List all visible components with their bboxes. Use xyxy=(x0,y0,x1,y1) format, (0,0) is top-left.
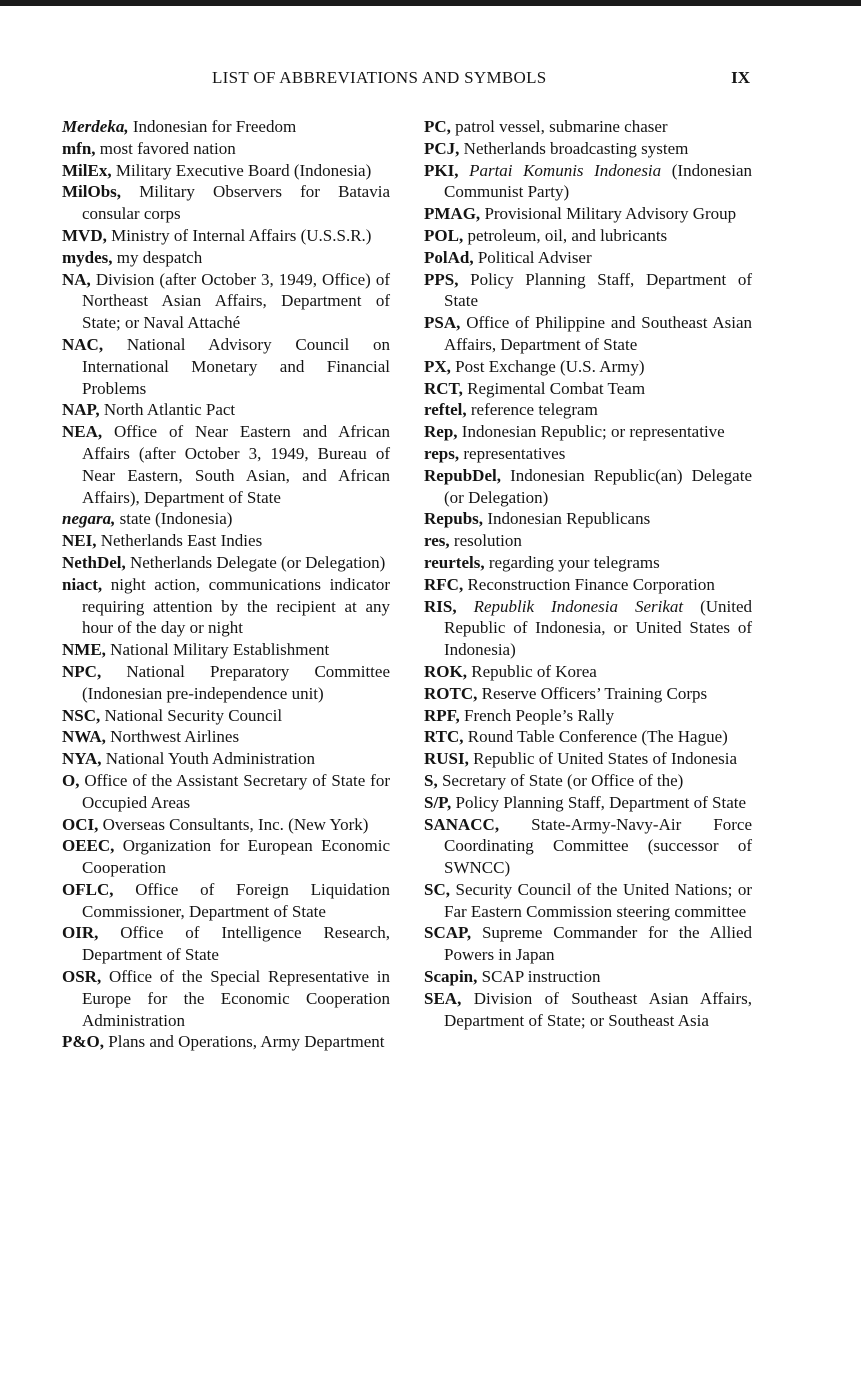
abbreviation-term: SC, xyxy=(424,879,450,899)
abbreviation-definition: Netherlands broadcasting system xyxy=(459,138,689,158)
abbreviation-definition: Policy Planning Staff, Department of State xyxy=(451,792,747,812)
abbreviation-definition: Division of Southeast Asian Affairs, Department of State; or Southeast Asia xyxy=(444,988,752,1030)
abbreviation-definition: Round Table Conference (The Hague) xyxy=(463,727,728,747)
abbreviation-entry xyxy=(62,705,390,727)
abbreviation-entry xyxy=(62,748,390,770)
abbreviation-definition xyxy=(458,161,469,180)
abbreviation-term: SEA, xyxy=(424,988,462,1008)
abbreviation-entry xyxy=(424,225,752,247)
abbreviation-entry xyxy=(62,922,390,966)
abbreviation-definition: National Military Establishment xyxy=(105,640,330,660)
abbreviation-definition: Indonesian Republic; or representative xyxy=(457,422,725,442)
abbreviation-entry xyxy=(424,661,752,683)
abbreviation-term: PC, xyxy=(424,117,451,136)
abbreviation-definition-italic: Partai Komunis Indonesia xyxy=(469,160,662,180)
abbreviation-entry xyxy=(424,966,752,988)
abbreviation-term: RUSI, xyxy=(424,749,469,769)
abbreviation-term: MilObs, xyxy=(62,182,122,202)
abbreviation-term: NPC, xyxy=(62,661,102,681)
abbreviation-entry xyxy=(424,443,752,465)
abbreviation-term: ROK, xyxy=(424,661,467,681)
abbreviation-entry xyxy=(424,116,752,138)
abbreviation-definition: Military Observers for Batavia consular corps xyxy=(82,182,390,224)
abbreviation-definition: Indonesian Republicans xyxy=(483,509,651,529)
abbreviation-term: POL, xyxy=(424,225,464,245)
abbreviation-term: Rep, xyxy=(424,422,458,442)
abbreviation-term: reurtels, xyxy=(424,552,485,572)
abbreviation-term: O, xyxy=(62,770,80,790)
abbreviation-term: NEA, xyxy=(62,422,103,442)
abbreviation-definition: night action, communications indicator requiring attention by the recipient at any hour of the day or night xyxy=(82,574,390,638)
abbreviation-term: S/P, xyxy=(424,792,452,812)
abbreviation-definition: Netherlands East Indies xyxy=(96,531,263,551)
abbreviation-term: NEI, xyxy=(62,531,97,551)
running-head xyxy=(62,68,752,92)
abbreviation-entry xyxy=(62,160,390,182)
abbreviation-definition: Policy Planning Staff, Department of State xyxy=(444,269,752,311)
abbreviation-definition: National Advisory Council on International Monetary and Financial Problems xyxy=(82,334,390,398)
abbreviation-definition: Regimental Combat Team xyxy=(462,378,646,398)
abbreviation-definition-tail: (Indonesian Communist Party) xyxy=(444,160,752,202)
abbreviation-term: OFLC, xyxy=(62,879,114,899)
abbreviation-definition: Post Exchange (U.S. Army) xyxy=(450,356,645,376)
abbreviation-entry xyxy=(62,530,390,552)
abbreviation-term: reps, xyxy=(424,443,460,463)
abbreviation-entry xyxy=(62,508,390,530)
abbreviation-term: RepubDel, xyxy=(424,465,501,485)
abbreviation-entry xyxy=(62,966,390,1031)
abbreviation-entry xyxy=(424,247,752,269)
abbreviation-entry xyxy=(424,726,752,748)
abbreviation-term: niact, xyxy=(62,574,103,594)
abbreviation-entry xyxy=(424,508,752,530)
abbreviation-definition: state (Indonesia) xyxy=(115,509,233,529)
abbreviation-term: PPS, xyxy=(424,269,459,289)
abbreviation-definition: National Preparatory Committee (Indonesian pre-independence unit) xyxy=(82,661,390,703)
abbreviation-entry xyxy=(62,726,390,748)
abbreviation-term: PX, xyxy=(424,356,451,376)
abbreviation-term: OEEC, xyxy=(62,836,115,856)
abbreviation-definition: Division (after October 3, 1949, Office) of Northeast Asian Affairs, Department of State; or Naval Attaché xyxy=(82,269,390,333)
abbreviation-definition: Republic of United States of Indonesia xyxy=(468,749,738,769)
abbreviation-term: PCJ, xyxy=(424,138,460,158)
abbreviation-term: OIR, xyxy=(62,923,99,943)
abbreviation-entry xyxy=(424,596,752,661)
abbreviation-entry xyxy=(424,378,752,400)
abbreviation-definition: Provisional Military Advisory Group xyxy=(480,204,737,224)
abbreviation-definition: patrol vessel, submarine chaser xyxy=(450,117,668,136)
abbreviation-definition: reference telegram xyxy=(466,400,598,420)
abbreviation-term: PMAG, xyxy=(424,204,481,224)
abbreviation-definition-tail: (United Republic of Indonesia, or United States of Indonesia) xyxy=(444,596,753,660)
abbreviation-term: S, xyxy=(424,770,438,790)
abbreviation-term: NWA, xyxy=(62,727,106,747)
abbreviation-definition-italic: Republik Indonesia Serikat xyxy=(473,596,684,616)
abbreviation-term: NYA, xyxy=(62,749,102,769)
abbreviation-definition: regarding your telegrams xyxy=(484,552,660,572)
abbreviation-definition: State-Army-Navy-Air Force Coordinating Committee (successor of SWNCC) xyxy=(444,814,752,878)
abbreviation-term: NSC, xyxy=(62,705,101,725)
abbreviation-entry xyxy=(62,1031,390,1053)
abbreviation-definition: Ministry of Internal Affairs (U.S.S.R.) xyxy=(106,225,372,245)
abbreviation-entry xyxy=(424,356,752,378)
right-column xyxy=(424,116,752,1031)
abbreviation-definition: Military Executive Board (Indonesia) xyxy=(111,160,372,180)
abbreviation-entry xyxy=(424,138,752,160)
abbreviation-definition: Office of Philippine and Southeast Asian Affairs, Department of State xyxy=(444,313,752,354)
abbreviation-term: PKI, xyxy=(424,160,459,180)
abbreviation-definition: Office of the Assistant Secretary of State for Occupied Areas xyxy=(79,770,390,812)
abbreviation-entry xyxy=(62,334,390,399)
abbreviation-entry xyxy=(424,683,752,705)
running-title: LIST OF ABBREVIATIONS AND SYMBOLS xyxy=(212,68,547,87)
abbreviation-definition: petroleum, oil, and lubricants xyxy=(463,225,668,245)
abbreviation-definition: Indonesian for Freedom xyxy=(128,117,297,136)
abbreviation-definition: Office of Intelligence Research, Department of State xyxy=(82,923,390,965)
abbreviation-term: MilEx, xyxy=(62,160,112,180)
abbreviation-entry xyxy=(62,552,390,574)
abbreviation-entry xyxy=(424,530,752,552)
abbreviation-term: NAP, xyxy=(62,400,100,420)
abbreviation-definition: Republic of Korea xyxy=(466,661,597,681)
abbreviation-term: Merdeka, xyxy=(62,117,129,136)
abbreviation-entry xyxy=(424,792,752,814)
abbreviation-definition: Office of Foreign Liquidation Commissioner, Department of State xyxy=(82,879,390,921)
abbreviation-entry xyxy=(424,269,752,313)
abbreviation-term: reftel, xyxy=(424,400,467,420)
abbreviation-entry xyxy=(424,705,752,727)
abbreviation-term: RIS, xyxy=(424,596,457,616)
abbreviation-definition: Netherlands Delegate (or Delegation) xyxy=(125,552,386,572)
abbreviation-entry xyxy=(424,748,752,770)
abbreviation-entry xyxy=(424,203,752,225)
abbreviation-definition: Supreme Commander for the Allied Powers in Japan xyxy=(444,923,752,965)
abbreviation-entry xyxy=(424,922,752,966)
abbreviation-entry xyxy=(424,552,752,574)
abbreviation-term: RCT, xyxy=(424,378,463,398)
abbreviation-entry xyxy=(62,269,390,334)
abbreviation-definition: my despatch xyxy=(112,247,203,267)
abbreviation-definition: Organization for European Economic Cooperation xyxy=(82,836,390,878)
abbreviation-definition: National Security Council xyxy=(100,705,283,725)
abbreviation-definition: Office of the Special Representative in Europe for the Economic Cooperation Administration xyxy=(82,967,390,1030)
abbreviation-term: RFC, xyxy=(424,574,464,594)
abbreviation-term: Repubs, xyxy=(424,509,484,529)
abbreviation-definition: Plans and Operations, Army Department xyxy=(104,1032,385,1052)
abbreviation-entry xyxy=(424,879,752,923)
abbreviation-term: PSA, xyxy=(424,313,461,333)
abbreviation-definition: resolution xyxy=(449,531,522,551)
abbreviation-entry xyxy=(424,421,752,443)
abbreviation-entry xyxy=(62,421,390,508)
abbreviation-entry xyxy=(424,574,752,596)
abbreviation-entry xyxy=(62,116,390,138)
abbreviation-entry xyxy=(424,814,752,879)
abbreviation-term: mfn, xyxy=(62,138,96,158)
abbreviation-entry xyxy=(424,988,752,1032)
abbreviation-term: OSR, xyxy=(62,967,102,987)
abbreviation-entry xyxy=(424,160,752,204)
abbreviation-entry xyxy=(62,225,390,247)
abbreviation-term: OCI, xyxy=(62,814,99,834)
abbreviation-term: Scapin, xyxy=(424,967,478,987)
abbreviation-term: NA, xyxy=(62,269,91,289)
abbreviation-term: negara, xyxy=(62,509,116,529)
abbreviation-entry xyxy=(62,770,390,814)
abbreviation-term: P&O, xyxy=(62,1032,105,1052)
abbreviation-term: ROTC, xyxy=(424,683,478,703)
abbreviation-definition: Reserve Officers’ Training Corps xyxy=(477,683,708,703)
abbreviation-term: PolAd, xyxy=(424,247,474,267)
abbreviation-definition: Reconstruction Finance Corporation xyxy=(463,574,715,594)
abbreviation-term: NAC, xyxy=(62,334,104,354)
abbreviation-definition: Office of Near Eastern and African Affairs (after October 3, 1949, Bureau of Near Eastern, South Asian, and African Affairs), Department of State xyxy=(82,422,390,507)
abbreviation-entry xyxy=(424,465,752,509)
abbreviation-definition: Northwest Airlines xyxy=(105,727,240,747)
abbreviation-definition: Security Council of the United Nations; or Far Eastern Commission steering committee xyxy=(444,879,752,921)
abbreviation-term: RTC, xyxy=(424,727,464,747)
abbreviation-term: NME, xyxy=(62,640,106,660)
abbreviation-entry xyxy=(62,399,390,421)
abbreviation-term: RPF, xyxy=(424,705,460,725)
page-number: IX xyxy=(731,68,750,87)
abbreviation-definition: Indonesian Republic(an) Delegate (or Delegation) xyxy=(444,465,752,507)
abbreviation-term: mydes, xyxy=(62,247,113,267)
abbreviation-entry xyxy=(62,639,390,661)
abbreviation-definition: National Youth Administration xyxy=(101,749,315,769)
abbreviation-definition: French People’s Rally xyxy=(459,705,615,725)
abbreviation-entry xyxy=(62,879,390,923)
abbreviation-term: MVD, xyxy=(62,225,107,245)
abbreviation-entry xyxy=(62,181,390,225)
abbreviation-term: SANACC, xyxy=(424,814,500,834)
abbreviation-entry xyxy=(62,661,390,705)
abbreviation-definition: Overseas Consultants, Inc. (New York) xyxy=(98,814,369,834)
abbreviation-definition: North Atlantic Pact xyxy=(99,400,236,420)
abbreviation-entry xyxy=(62,247,390,269)
abbreviation-definition: SCAP instruction xyxy=(477,967,601,987)
abbreviation-definition: Secretary of State (or Office of the) xyxy=(437,770,684,790)
abbreviation-term: res, xyxy=(424,531,450,551)
abbreviation-entry xyxy=(424,399,752,421)
abbreviation-definition: Political Adviser xyxy=(473,247,592,267)
abbreviation-entry xyxy=(62,814,390,836)
abbreviation-definition xyxy=(457,597,474,616)
abbreviation-term: NethDel, xyxy=(62,552,126,572)
left-column xyxy=(62,116,390,1053)
abbreviation-entry xyxy=(62,835,390,879)
abbreviation-entry xyxy=(62,574,390,639)
top-edge-rule xyxy=(0,0,861,6)
abbreviation-definition: representatives xyxy=(459,443,566,463)
abbreviation-definition: most favored nation xyxy=(95,138,236,158)
abbreviation-term: SCAP, xyxy=(424,923,472,943)
abbreviation-entry xyxy=(424,312,752,356)
abbreviation-entry xyxy=(62,138,390,160)
abbreviation-entry xyxy=(424,770,752,792)
